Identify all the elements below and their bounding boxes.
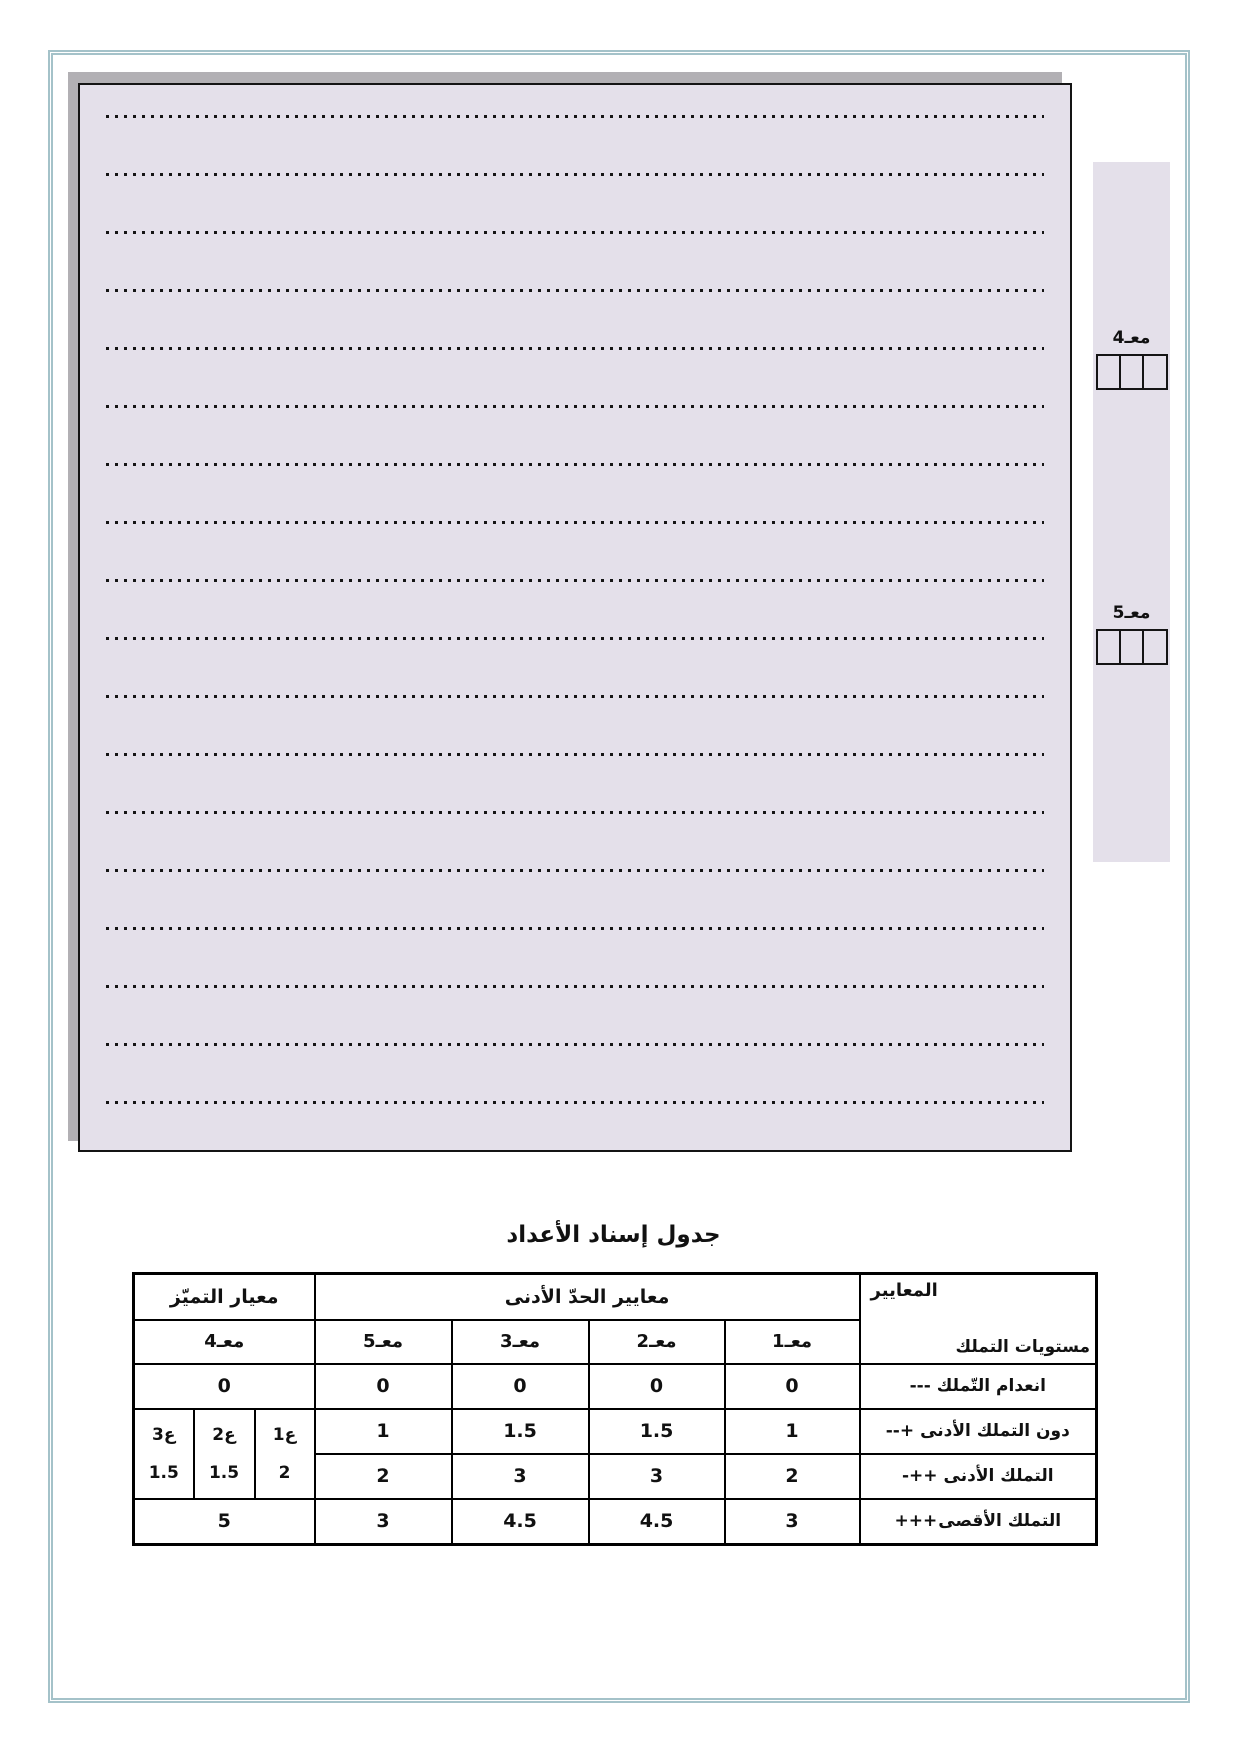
score-value: 0 bbox=[725, 1364, 860, 1409]
score-value: 3 bbox=[725, 1499, 860, 1545]
row-label: دون التملك الأدنى--+ bbox=[860, 1409, 1097, 1454]
col-header-m2: معـ2 bbox=[589, 1320, 725, 1364]
col-header-m1: معـ1 bbox=[725, 1320, 860, 1364]
score-value: 0 bbox=[589, 1364, 725, 1409]
dotted-writing-line bbox=[106, 173, 1044, 176]
dotted-writing-line bbox=[106, 289, 1044, 292]
table-row bbox=[134, 1409, 1097, 1454]
dotted-writing-line bbox=[106, 985, 1044, 988]
score-value: 1 bbox=[315, 1409, 452, 1454]
score-value: 3 bbox=[589, 1454, 725, 1499]
dotted-writing-line bbox=[106, 347, 1044, 350]
m4-subcell-a2: ع2 1.5 bbox=[194, 1409, 255, 1499]
score-value: 0 bbox=[452, 1364, 589, 1409]
score-cell bbox=[1119, 356, 1142, 388]
score-cell bbox=[1142, 631, 1165, 663]
score-value-m4: 5 bbox=[134, 1499, 315, 1545]
dotted-writing-line bbox=[106, 869, 1044, 872]
m4-subcell-a1: ع1 2 bbox=[255, 1409, 315, 1499]
score-value: 0 bbox=[315, 1364, 452, 1409]
dotted-writing-line bbox=[106, 231, 1044, 234]
score-assignment-table bbox=[132, 1272, 1098, 1546]
dotted-writing-line bbox=[106, 927, 1044, 930]
score-table-title: جدول إسناد الأعداد bbox=[506, 1222, 721, 1248]
score-value-m4: 0 bbox=[134, 1364, 315, 1409]
score-value: 3 bbox=[452, 1454, 589, 1499]
score-value: 4.5 bbox=[452, 1499, 589, 1545]
row-label: التملك الأقصى+++ bbox=[860, 1499, 1097, 1545]
criterion-marker-m5 bbox=[1093, 603, 1170, 665]
score-value: 4.5 bbox=[589, 1499, 725, 1545]
corner-top-label: المعايير bbox=[870, 1280, 938, 1301]
col-header-m4: معـ4 bbox=[134, 1320, 315, 1364]
dotted-writing-line bbox=[106, 1043, 1044, 1046]
col-header-m5: معـ5 bbox=[315, 1320, 452, 1364]
dotted-writing-line bbox=[106, 637, 1044, 640]
score-value: 2 bbox=[315, 1454, 452, 1499]
dotted-writing-line bbox=[106, 405, 1044, 408]
dotted-writing-line bbox=[106, 1101, 1044, 1104]
m4-subcell-a3: ع3 1.5 bbox=[134, 1409, 194, 1499]
dotted-writing-line bbox=[106, 463, 1044, 466]
dotted-writing-line bbox=[106, 115, 1044, 118]
level-marks: --+ bbox=[885, 1421, 915, 1441]
table-row bbox=[134, 1499, 1097, 1545]
dotted-writing-line bbox=[106, 753, 1044, 756]
min-criteria-group-header: معايير الحدّ الأدنى bbox=[315, 1274, 860, 1320]
score-value: 3 bbox=[315, 1499, 452, 1545]
level-marks: --- bbox=[909, 1376, 931, 1396]
level-marks: -++ bbox=[902, 1466, 938, 1486]
corner-bottom-label: مستويات التملك bbox=[955, 1336, 1091, 1357]
score-value: 1.5 bbox=[589, 1409, 725, 1454]
corner-header-cell bbox=[860, 1274, 1097, 1364]
ruled-lines bbox=[80, 85, 1070, 1104]
excellence-criterion-header: معيار التميّز bbox=[134, 1274, 315, 1320]
dotted-writing-line bbox=[106, 811, 1044, 814]
score-value: 2 bbox=[725, 1454, 860, 1499]
score-cells-m5 bbox=[1096, 629, 1168, 665]
level-marks: +++ bbox=[894, 1511, 938, 1532]
answer-writing-area bbox=[78, 83, 1072, 1152]
score-value: 1.5 bbox=[452, 1409, 589, 1454]
col-header-m3: معـ3 bbox=[452, 1320, 589, 1364]
row-label: انعدام التّملك--- bbox=[860, 1364, 1097, 1409]
score-cell bbox=[1142, 356, 1165, 388]
criterion-label-m5: معـ5 bbox=[1112, 603, 1151, 623]
dotted-writing-line bbox=[106, 521, 1044, 524]
grading-margin-strip bbox=[1093, 162, 1170, 862]
criterion-label-m4: معـ4 bbox=[1112, 328, 1151, 348]
table-row bbox=[134, 1364, 1097, 1409]
dotted-writing-line bbox=[106, 579, 1044, 582]
score-cells-m4 bbox=[1096, 354, 1168, 390]
score-cell bbox=[1098, 631, 1119, 663]
row-label: التملك الأدنى-++ bbox=[860, 1454, 1097, 1499]
criterion-marker-m4 bbox=[1093, 328, 1170, 390]
score-value: 1 bbox=[725, 1409, 860, 1454]
dotted-writing-line bbox=[106, 695, 1044, 698]
score-cell bbox=[1098, 356, 1119, 388]
score-cell bbox=[1119, 631, 1142, 663]
